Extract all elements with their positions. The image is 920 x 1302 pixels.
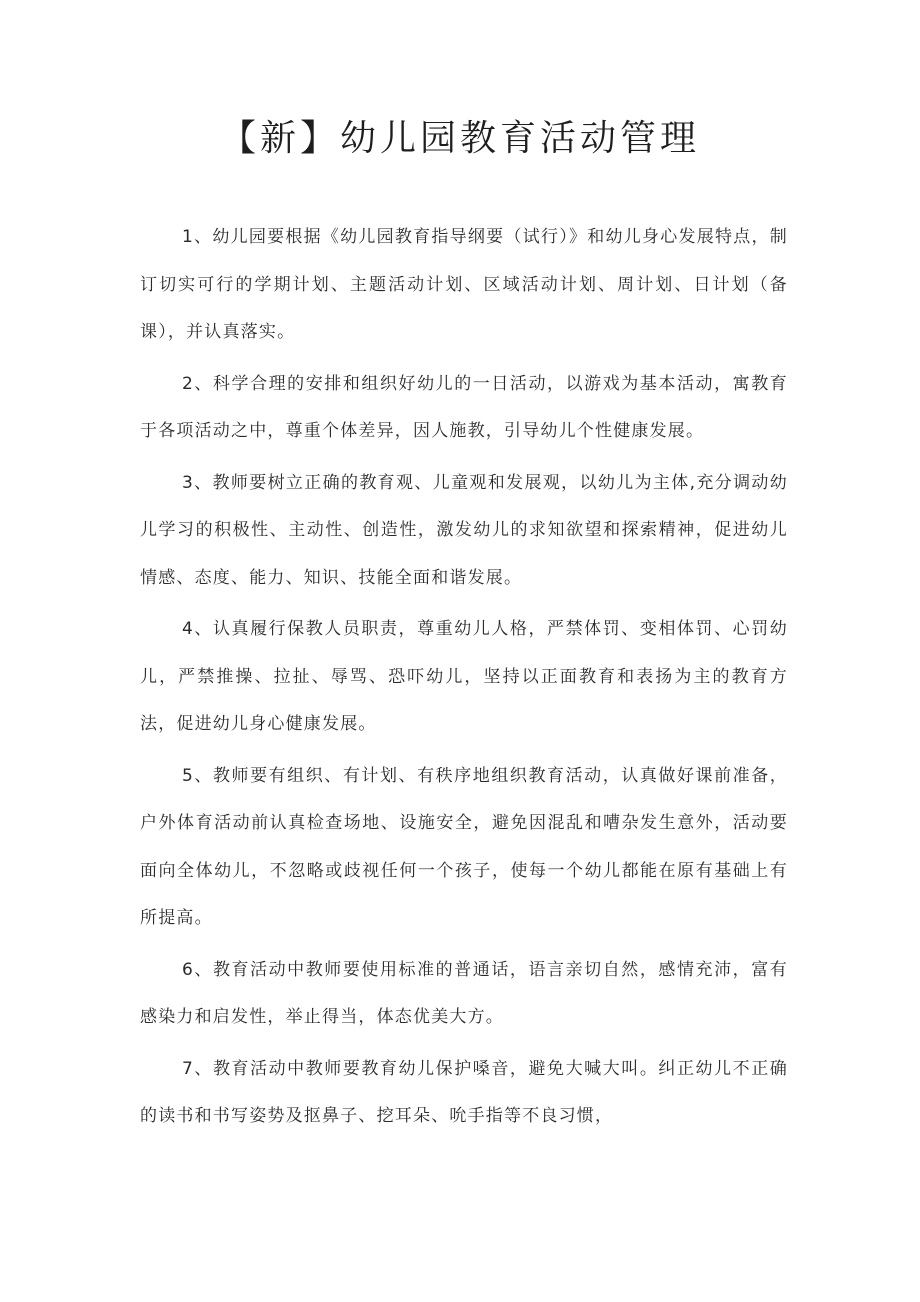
- document-body: [140, 214, 788, 1145]
- paragraph-5: 5、教师要有组织、有计划、有秩序地组织教育活动，认真做好课前准备，户外体育活动前认真检查场地、设施安全，避免因混乱和嘈杂发生意外，活动要面向全体幼儿，不忽略或歧视任何一个孩子，使每一个幼儿都能在原有基础上有所提高。: [140, 765, 788, 928]
- paragraph-6: 6、教育活动中教师要使用标准的普通话，语言亲切自然，感情充沛，富有感染力和启发性，举止得当，体态优美大方。: [140, 959, 788, 1027]
- paragraph-4: 4、认真履行保教人员职责，尊重幼儿人格，严禁体罚、变相体罚、心罚幼儿，严禁推操、拉扯、辱骂、恐吓幼儿，坚持以正面教育和表扬为主的教育方法，促进幼儿身心健康发展。: [140, 619, 788, 734]
- paragraph-2: 2、科学合理的安排和组织好幼儿的一日活动，以游戏为基本活动，寓教育于各项活动之中，尊重个体差异，因人施教，引导幼儿个性健康发展。: [140, 373, 788, 441]
- paragraph-1: 1、幼儿园要根据《幼儿园教育指导纲要（试行）》和幼儿身心发展特点，制订切实可行的学期计划、主题活动计划、区域活动计划、周计划、日计划（备课），并认真落实。: [140, 227, 788, 342]
- paragraph-7: 7、教育活动中教师要教育幼儿保护嗓音，避免大喊大叫。纠正幼儿不正确的读书和书写姿势及抠鼻子、挖耳朵、吮手指等不良习惯，: [140, 1058, 788, 1126]
- document-title: 【新】幼儿园教育活动管理: [219, 118, 700, 159]
- paragraph-3: 3、教师要树立正确的教育观、儿童观和发展观，以幼儿为主体,充分调动幼儿学习的积极性、主动性、创造性，激发幼儿的求知欲望和探索精神，促进幼儿情感、态度、能力、知识、技能全面和谐发展。: [140, 472, 788, 588]
